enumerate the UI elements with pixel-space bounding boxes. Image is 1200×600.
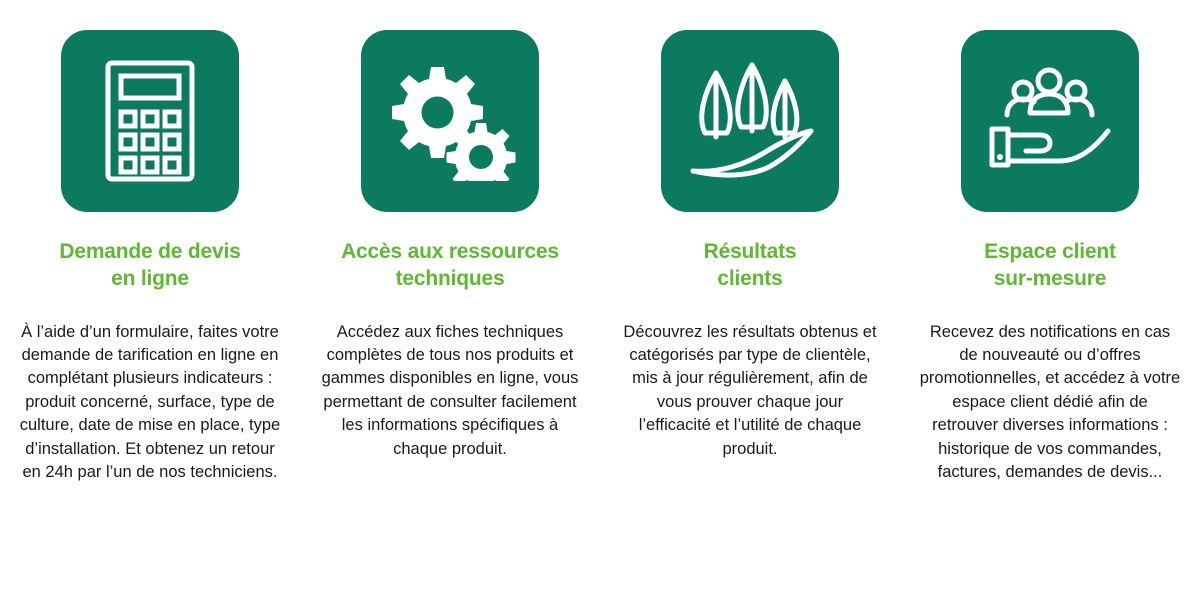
feature-title-line-2: clients xyxy=(717,267,783,291)
feature-card-devis xyxy=(0,30,300,485)
feature-card-ressources xyxy=(300,30,600,461)
field-trees-icon xyxy=(683,61,817,181)
feature-title-line-2: techniques xyxy=(395,267,505,291)
feature-description: Découvrez les résultats obtenus et catégorisés par type de clientèle, mis à jour régulièrement, afin de vous prouver chaque jour l’efficacité et l’utilité de chaque produit. xyxy=(623,322,877,458)
hand-holding-people-icon xyxy=(982,65,1118,177)
feature-title xyxy=(704,238,797,293)
calculator-icon-tile xyxy=(61,30,239,212)
feature-title-line-1: Accès aux ressources xyxy=(341,240,559,263)
field-trees-icon-tile xyxy=(661,30,839,212)
feature-title-line-1: Résultats xyxy=(703,240,797,263)
feature-description: Accédez aux fiches techniques complètes de tous nos produits et gammes disponibles en ligne, vous permettant de consulter facilement les informations spécifiques à chaque produit. xyxy=(321,322,579,458)
gears-icon xyxy=(384,61,516,181)
feature-card-resultats xyxy=(600,30,900,461)
feature-title-line-2: sur-mesure xyxy=(993,267,1107,291)
hand-holding-people-icon-tile xyxy=(961,30,1139,212)
feature-card-espace-client xyxy=(900,30,1200,485)
feature-title-line-1: Demande de devis xyxy=(59,240,241,263)
feature-description: Recevez des notifications en cas de nouveauté ou d’offres promotionnelles, et accédez à votre espace client dédié afin de retrouver diverses informations : historique de vos commandes, factures, demandes de devis... xyxy=(919,322,1181,482)
feature-title-line-1: Espace client xyxy=(984,240,1116,263)
feature-description: À l’aide d’un formulaire, faites votre demande de tarification en ligne en complétant plusieurs indicateurs : produit concerné, surface, type de culture, date de mise en place, type d’installation. Et obtenez un retour en 24h par l’un de nos techniciens. xyxy=(19,322,281,482)
gears-icon-tile xyxy=(361,30,539,212)
feature-title xyxy=(984,238,1116,293)
feature-title-line-2: en ligne xyxy=(111,267,189,291)
feature-title xyxy=(341,238,559,293)
calculator-icon xyxy=(102,57,198,185)
feature-title xyxy=(59,238,240,293)
